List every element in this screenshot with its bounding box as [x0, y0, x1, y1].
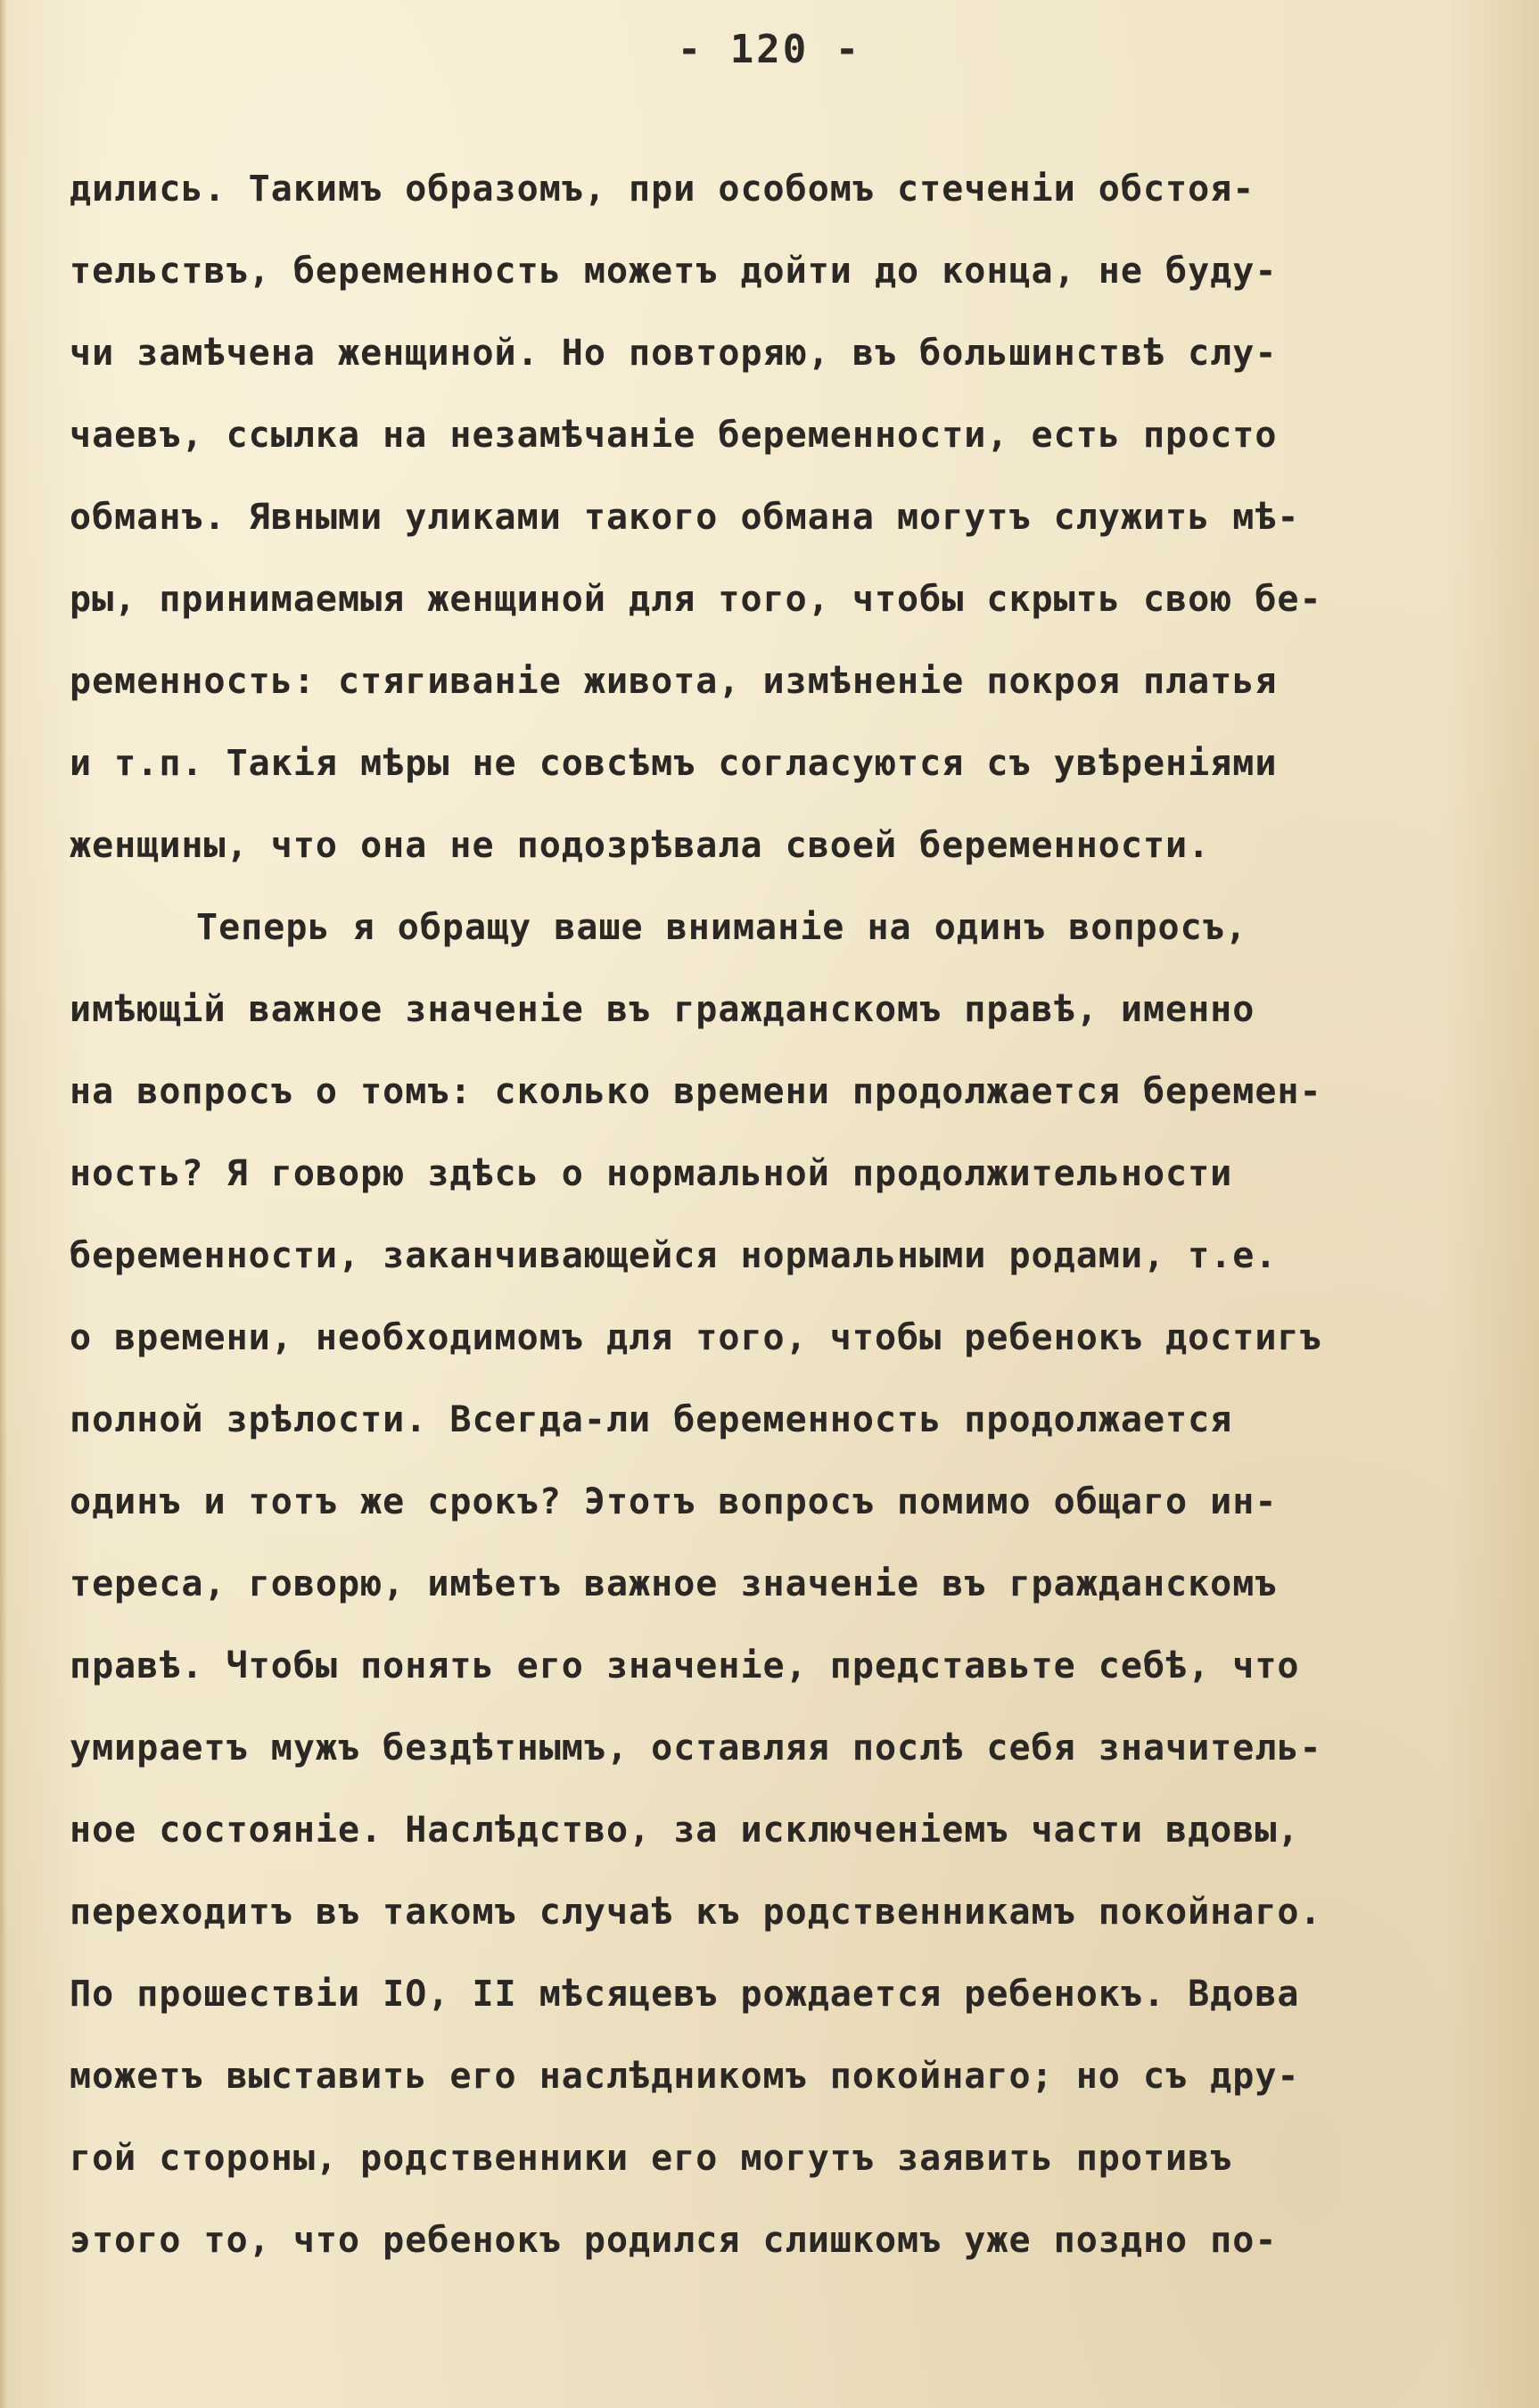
text-line: дились. Такимъ образомъ, при особомъ стеченiи обстоя- [70, 169, 1255, 210]
typewritten-body [70, 148, 1496, 2281]
text-line: беременности, заканчивающейся нормальными родами, т.е. [70, 1235, 1278, 1276]
text-line: переходитъ въ такомъ случаѣ къ родственникамъ покойнаго. [70, 1892, 1322, 1933]
text-line: можетъ выставить его наслѣдникомъ покойнаго; но съ дру- [70, 2056, 1300, 2097]
text-line: правѣ. Чтобы понять его значенiе, представьте себѣ, что [70, 1645, 1300, 1686]
page-edge-shadow [0, 0, 7, 2408]
text-line: чи замѣчена женщиной. Но повторяю, въ большинствѣ слу- [70, 333, 1278, 374]
text-line: ры, принимаемыя женщиной для того, чтобы скрыть свою бе- [70, 579, 1322, 620]
text-line: этого то, что ребенокъ родился слишкомъ уже поздно по- [70, 2220, 1278, 2261]
page-number: - 120 - [677, 27, 862, 72]
paragraph-first-line: Теперь я обращу ваше вниманiе на одинъ вопросъ, [196, 907, 1247, 948]
text-line: и т.п. Такiя мѣры не совсѣмъ согласуются съ увѣренiями [70, 743, 1278, 784]
text-line: имѣющiй важное значенiе въ гражданскомъ правѣ, именно [70, 989, 1255, 1030]
text-line: полной зрѣлости. Всегда-ли беременность продолжается [70, 1399, 1233, 1440]
text-line: женщины, что она не подозрѣвала своей беременности. [70, 825, 1211, 866]
text-line: ременность: стягиванiе живота, измѣненiе покроя платья [70, 661, 1278, 702]
text-line: чаевъ, ссылка на незамѣчанiе беременности, есть просто [70, 415, 1278, 456]
text-line: гой стороны, родственники его могутъ заявить противъ [70, 2138, 1233, 2179]
text-line: ное состоянiе. Наслѣдство, за исключенiемъ части вдовы, [70, 1810, 1300, 1851]
text-line: По прошествiи IO, II мѣсяцевъ рождается ребенокъ. Вдова [70, 1974, 1300, 2015]
text-line: тельствъ, беременность можетъ дойти до конца, не буду- [70, 251, 1278, 292]
text-line: тереса, говорю, имѣетъ важное значенiе въ гражданскомъ [70, 1563, 1278, 1604]
text-line: на вопросъ о томъ: сколько времени продолжается беремен- [70, 1071, 1322, 1112]
text-line: умираетъ мужъ бездѣтнымъ, оставляя послѣ себя значитель- [70, 1728, 1322, 1769]
text-line: одинъ и тотъ же срокъ? Этотъ вопросъ помимо общаго ин- [70, 1481, 1278, 1522]
text-line: о времени, необходимомъ для того, чтобы ребенокъ достигъ [70, 1317, 1322, 1358]
text-line: обманъ. Явными уликами такого обмана могутъ служить мѣ- [70, 497, 1300, 538]
text-line: ность? Я говорю здѣсь о нормальной продолжительности [70, 1153, 1233, 1194]
